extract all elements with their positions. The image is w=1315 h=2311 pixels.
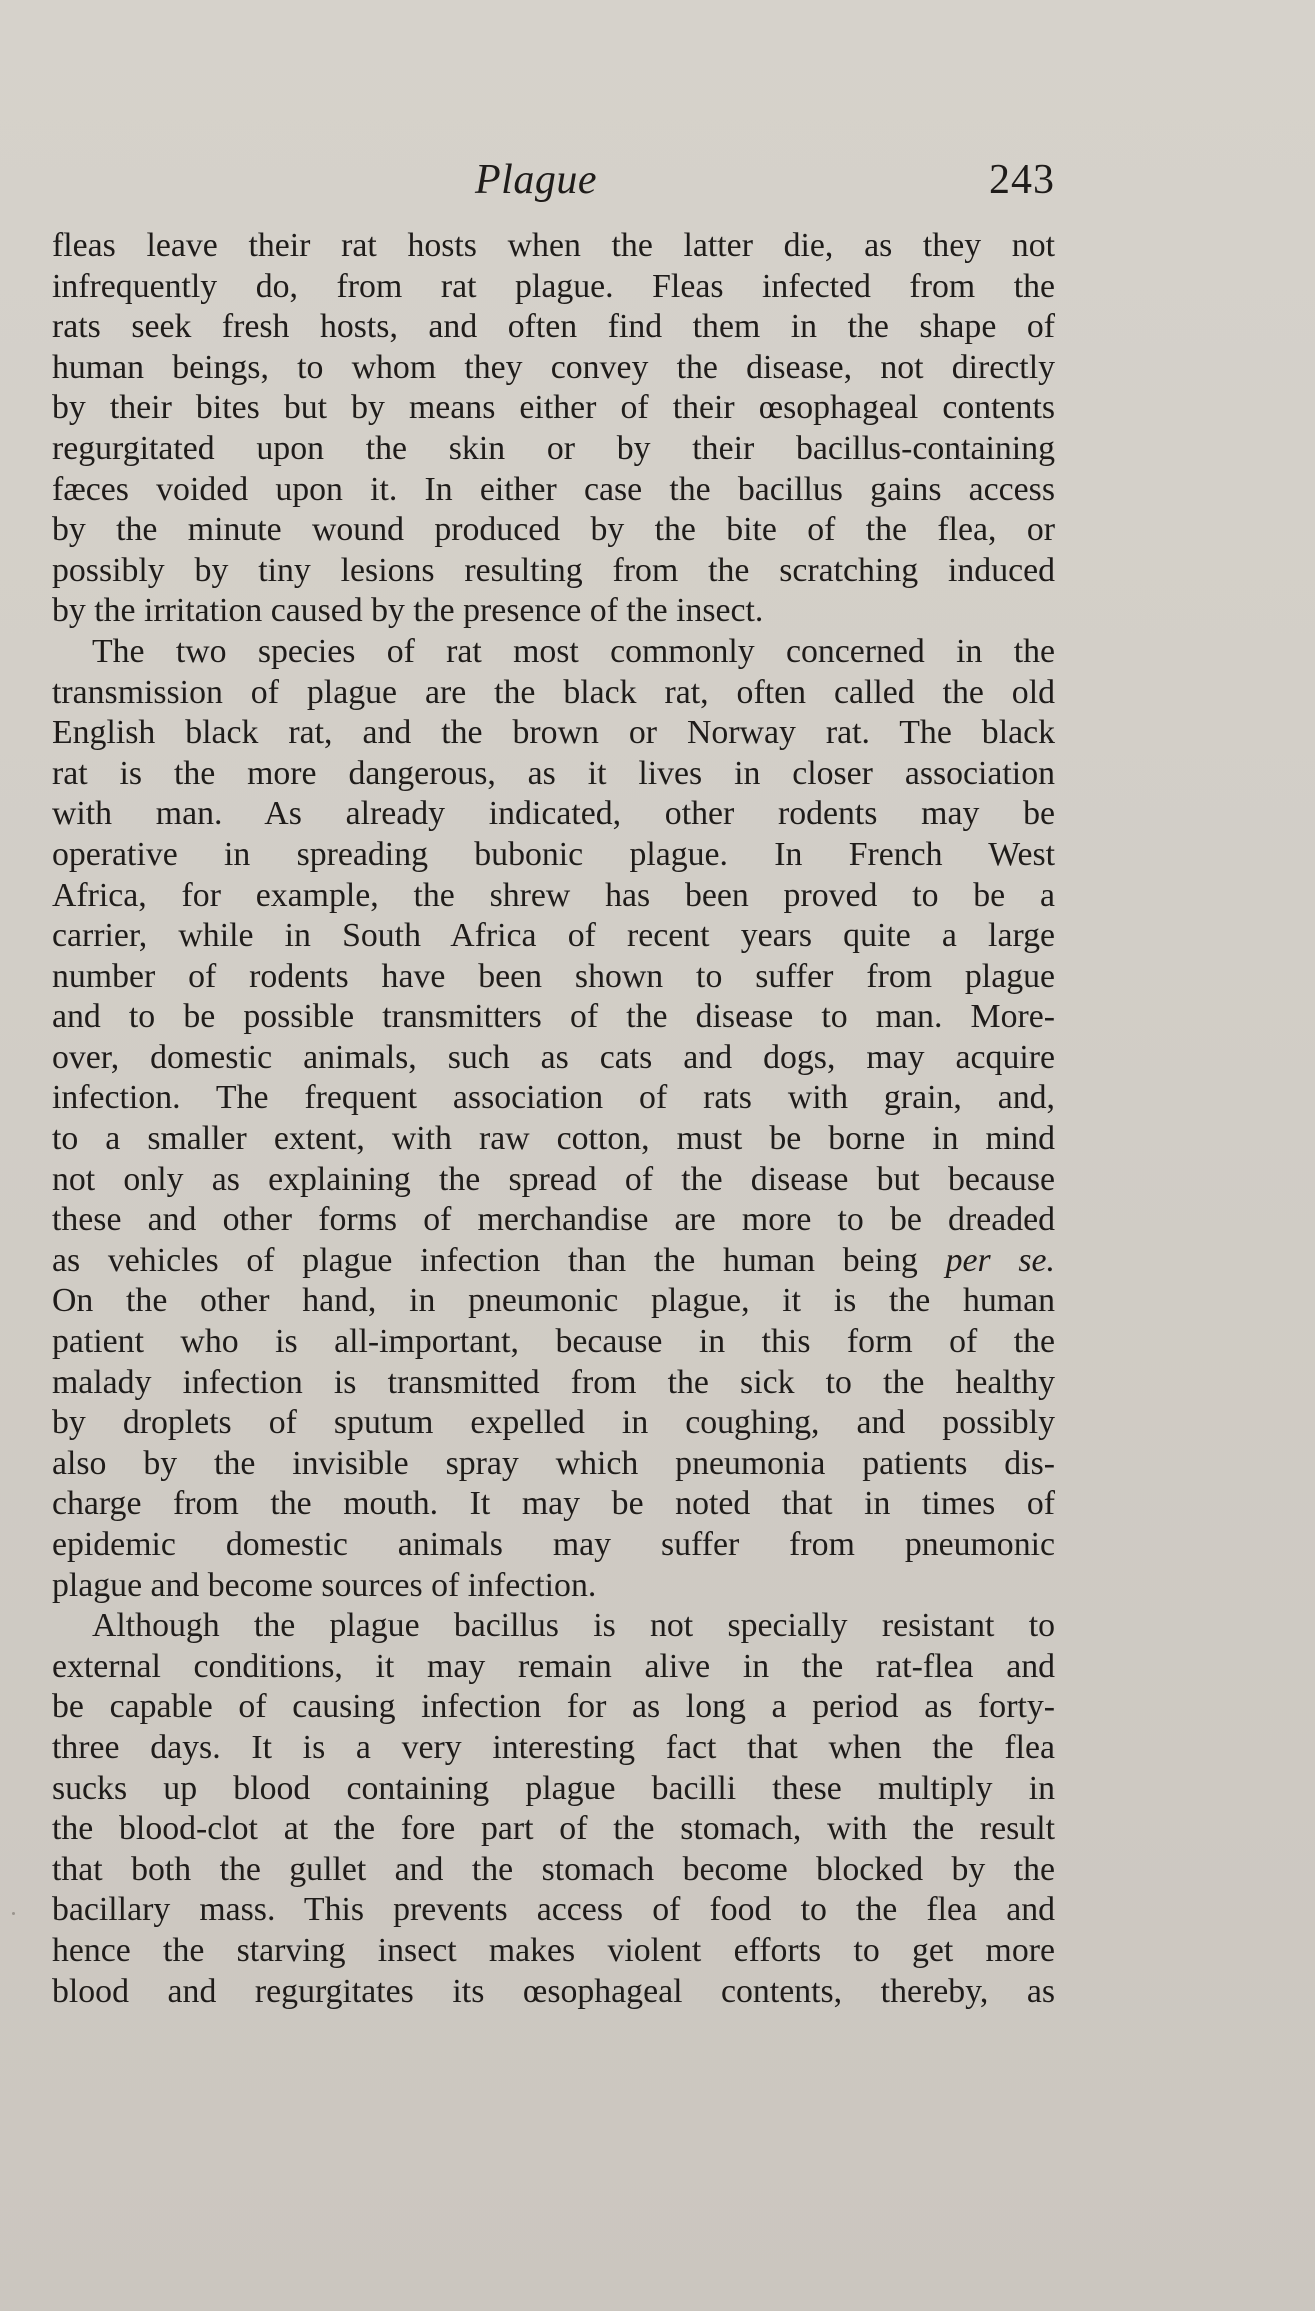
text-line: to a smaller extent, with raw cotton, must be borne in mind bbox=[52, 1120, 1055, 1158]
text-line-with-italic bbox=[52, 1241, 1055, 1282]
text-line: charge from the mouth. It may be noted that in times of bbox=[52, 1485, 1055, 1523]
paragraph-3 bbox=[52, 1606, 1055, 2012]
text-line: malady infection is transmitted from the sick to the healthy bbox=[52, 1363, 1055, 1401]
text-line: by the minute wound produced by the bite of the flea, or bbox=[52, 511, 1055, 549]
text-line: by droplets of sputum expelled in coughing, and possibly bbox=[52, 1404, 1055, 1442]
text-line: fæces voided upon it. In either case the bacillus gains access bbox=[52, 470, 1055, 508]
text-line: rats seek fresh hosts, and often find them in the shape of bbox=[52, 308, 1055, 346]
text-line: not only as explaining the spread of the disease but because bbox=[52, 1160, 1055, 1198]
text-line: and to be possible transmitters of the disease to man. More- bbox=[52, 998, 1055, 1036]
text-line: patient who is all-important, because in this form of the bbox=[52, 1323, 1055, 1361]
text-line: be capable of causing infection for as long a period as forty- bbox=[52, 1688, 1055, 1726]
text-line: by their bites but by means either of their œsophageal contents bbox=[52, 389, 1055, 427]
text-line: that both the gullet and the stomach become blocked by the bbox=[52, 1850, 1055, 1888]
text-line: transmission of plague are the black rat, often called the old bbox=[52, 673, 1055, 711]
text-line: plague and become sources of infection. bbox=[52, 1566, 597, 1604]
text-line: Although the plague bacillus is not specially resistant to bbox=[92, 1607, 1055, 1645]
text-line: epidemic domestic animals may suffer from pneumonic bbox=[52, 1526, 1055, 1563]
running-header bbox=[52, 150, 1055, 210]
text-line: three days. It is a very interesting fact that when the flea bbox=[52, 1728, 1055, 1766]
text-line: these and other forms of merchandise are more to be dreaded bbox=[52, 1201, 1055, 1239]
text-line: On the other hand, in pneumonic plague, it is the human bbox=[52, 1282, 1055, 1320]
text-line: blood and regurgitates its œsophageal contents, thereby, as bbox=[52, 1972, 1055, 2010]
text-line: rat is the more dangerous, as it lives in closer association bbox=[52, 754, 1055, 792]
paper-speck bbox=[12, 1912, 15, 1915]
text-line: operative in spreading bubonic plague. In French West bbox=[52, 835, 1055, 873]
text-line: infection. The frequent association of rats with grain, and, bbox=[52, 1079, 1055, 1117]
paragraph-1 bbox=[52, 226, 1055, 632]
text-line: fleas leave their rat hosts when the latter die, as they not bbox=[52, 227, 1055, 264]
body-text bbox=[52, 226, 1055, 2012]
text-line: regurgitated upon the skin or by their bacillus-containing bbox=[52, 429, 1055, 467]
text-line: over, domestic animals, such as cats and dogs, may acquire bbox=[52, 1038, 1055, 1076]
text-line: infrequently do, from rat plague. Fleas infected from the bbox=[52, 267, 1055, 305]
text-line: bacillary mass. This prevents access of food to the flea and bbox=[52, 1891, 1055, 1929]
running-title: Plague bbox=[475, 157, 597, 203]
italic-phrase: per se. bbox=[945, 1241, 1056, 1279]
paragraph-2 bbox=[52, 632, 1055, 1606]
text-line: possibly by tiny lesions resulting from the scratching induced bbox=[52, 551, 1055, 589]
text-line: Africa, for example, the shrew has been proved to be a bbox=[52, 876, 1055, 914]
text-segment: as vehicles of plague infection than the human being bbox=[52, 1241, 918, 1279]
text-line: external conditions, it may remain alive in the rat-flea and bbox=[52, 1647, 1055, 1685]
text-line: the blood-clot at the fore part of the stomach, with the result bbox=[52, 1810, 1055, 1848]
text-line: The two species of rat most commonly concerned in the bbox=[92, 632, 1055, 670]
text-line: sucks up blood containing plague bacilli these multiply in bbox=[52, 1769, 1055, 1807]
text-line: with man. As already indicated, other rodents may be bbox=[52, 795, 1055, 833]
text-line: by the irritation caused by the presence of the insect. bbox=[52, 592, 764, 630]
text-line: carrier, while in South Africa of recent years quite a large bbox=[52, 917, 1055, 955]
page-number: 243 bbox=[989, 157, 1055, 203]
text-line: hence the starving insect makes violent efforts to get more bbox=[52, 1931, 1055, 1969]
text-line: English black rat, and the brown or Norway rat. The black bbox=[52, 714, 1055, 752]
text-line: number of rodents have been shown to suffer from plague bbox=[52, 957, 1055, 995]
text-line: human beings, to whom they convey the disease, not directly bbox=[52, 348, 1055, 386]
text-line: also by the invisible spray which pneumonia patients dis- bbox=[52, 1444, 1055, 1482]
